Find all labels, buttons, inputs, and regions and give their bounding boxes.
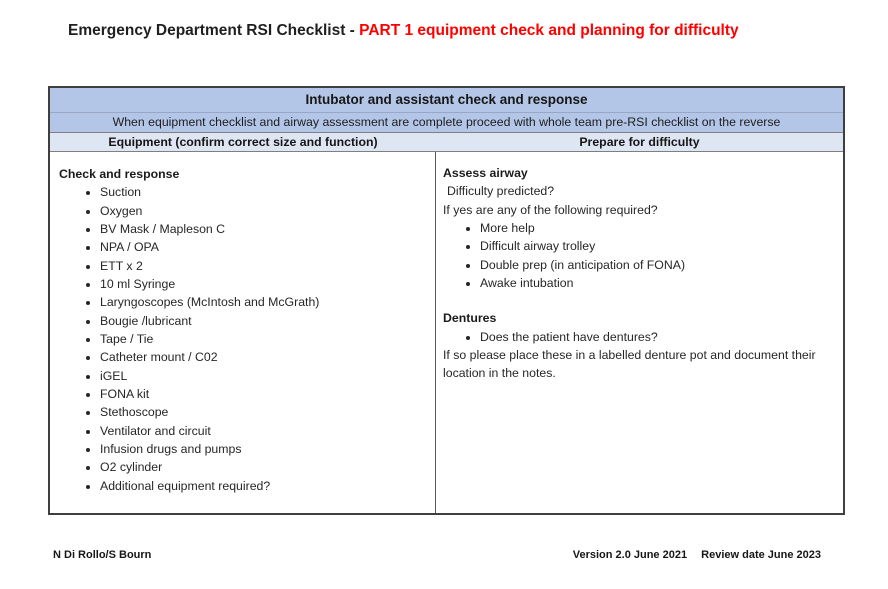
list-item: • FONA kit [100, 385, 427, 403]
list-item: • Catheter mount / C02 [100, 348, 427, 366]
list-item: • BV Mask / Mapleson C [100, 220, 427, 238]
footer-version-block [573, 549, 821, 561]
list-item: • 10 ml Syringe [100, 275, 427, 293]
page-title [68, 22, 739, 40]
page-title-highlight: PART 1 equipment check and planning for difficulty [359, 22, 739, 39]
list-item: • Bougie /lubricant [100, 312, 427, 330]
page-footer [53, 549, 821, 561]
list-item: • Suction [100, 183, 427, 201]
difficulty-cell [436, 152, 843, 513]
column-header-difficulty: Prepare for difficulty [579, 135, 700, 149]
list-item: • Infusion drugs and pumps [100, 440, 427, 458]
table-body [50, 152, 843, 513]
dentures-list [443, 328, 831, 346]
list-item: • Laryngoscopes (McIntosh and McGrath) [100, 293, 427, 311]
list-item: • Difficult airway trolley [480, 237, 831, 255]
footer-authors: N Di Rollo/S Bourn [53, 549, 152, 561]
list-item: • O2 cylinder [100, 458, 427, 476]
equipment-list [59, 183, 427, 495]
list-item: • iGEL [100, 367, 427, 385]
list-item: • Double prep (in anticipation of FONA) [480, 256, 831, 274]
list-item: • NPA / OPA [100, 238, 427, 256]
table-subheader: When equipment checklist and airway assessment are complete proceed with whole team pre-RSI checklist on the reverse [50, 112, 843, 132]
column-header-row [50, 132, 843, 152]
list-item: • Does the patient have dentures? [480, 328, 831, 346]
column-header-equipment: Equipment (confirm correct size and function) [108, 135, 378, 149]
difficulty-followup: If yes are any of the following required? [443, 202, 658, 217]
equipment-cell [50, 152, 436, 513]
list-item: • ETT x 2 [100, 257, 427, 275]
list-item: • Awake intubation [480, 274, 831, 292]
dentures-heading: Dentures [443, 311, 497, 326]
equipment-heading: Check and response [59, 167, 180, 181]
page-title-main: Emergency Department RSI Checklist - [68, 22, 360, 39]
table-header: Intubator and assistant check and response [50, 88, 843, 112]
list-item: • Ventilator and circuit [100, 422, 427, 440]
checklist-table [48, 86, 845, 515]
list-item: • Oxygen [100, 202, 427, 220]
difficulty-question: Difficulty predicted? [447, 184, 555, 199]
footer-version: Version 2.0 June 2021 [572, 549, 688, 561]
difficulty-list [443, 219, 831, 292]
list-item: • More help [480, 219, 831, 237]
dentures-note: If so please place these in a labelled denture pot and document their location in the notes. [443, 347, 816, 381]
assess-airway-heading: Assess airway [443, 166, 528, 180]
list-item: • Additional equipment required? [100, 477, 427, 495]
footer-review-date: Review date June 2023 [701, 549, 821, 561]
list-item: • Stethoscope [100, 403, 427, 421]
list-item: • Tape / Tie [100, 330, 427, 348]
